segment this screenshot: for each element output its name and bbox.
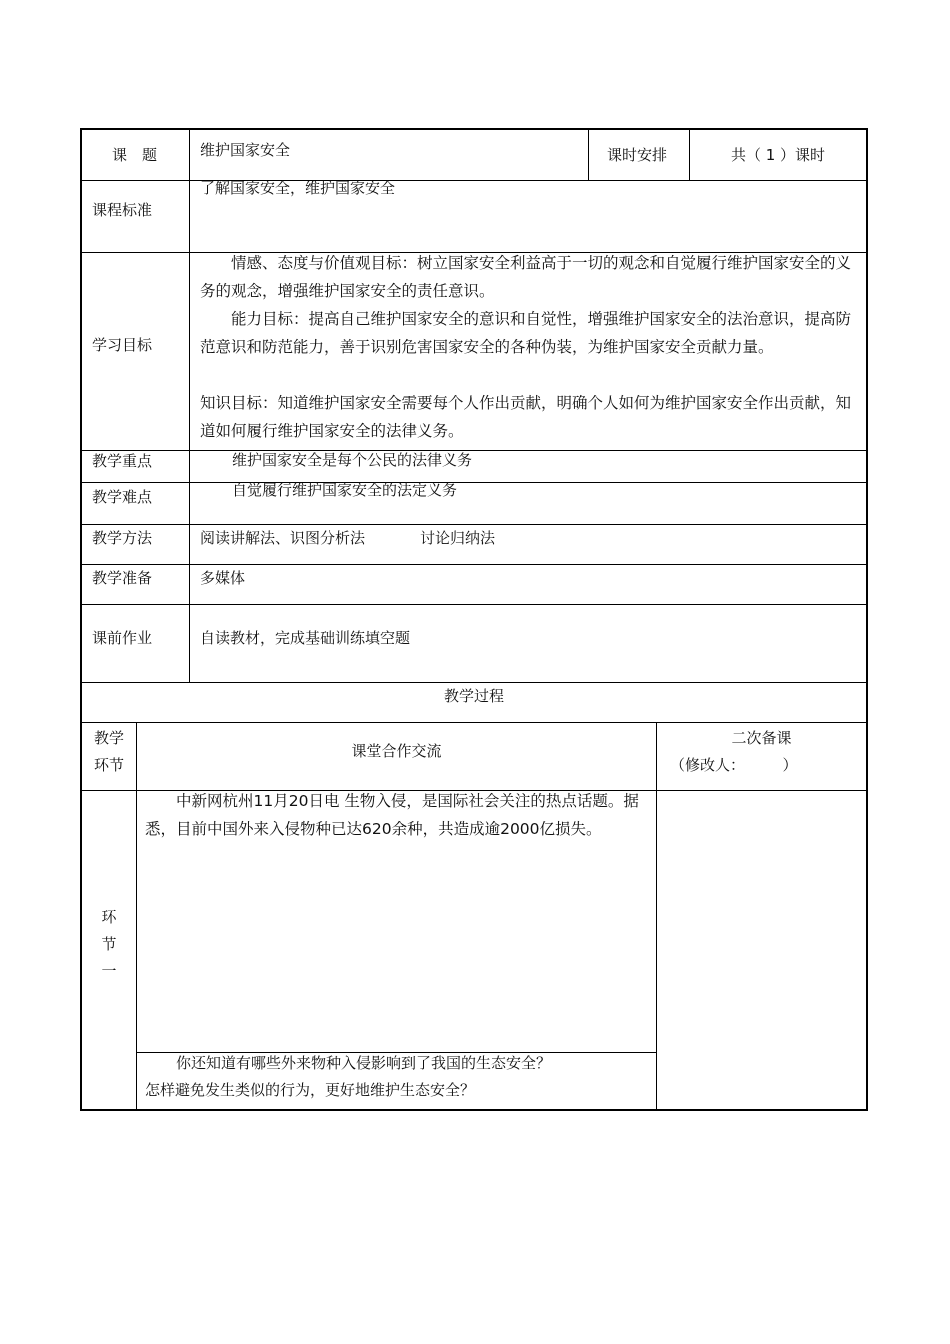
revision-sub-header: （修改人： ） [670, 756, 798, 774]
prep-value: 多媒体 [200, 569, 246, 587]
lesson-plan-table [80, 128, 868, 1111]
stage-header-line-1: 教学 [93, 729, 124, 747]
objectives-label: 学习目标 [92, 336, 153, 354]
discussion-question-1: 你还知道有哪些外来物种入侵影响到了我国的生态安全？ [176, 1054, 552, 1072]
header-column-divider [588, 130, 589, 180]
objective-knowledge: 知识目标：知道维护国家安全需要每个人作出贡献，明确个人如何为维护国家安全作出贡献，知道如何履行维护国家安全的法律义务。 [200, 394, 852, 440]
homework-value: 自读教材，完成基础训练填空题 [200, 629, 411, 647]
schedule-value: 共（ 1 ）课时 [730, 146, 826, 164]
method-value-b: 讨论归纳法 [420, 529, 496, 547]
topic-label: 课 题 [112, 146, 158, 164]
standard-label: 课程标准 [92, 201, 153, 219]
method-value-a: 阅读讲解法、识图分析法 [200, 529, 366, 547]
row-divider [82, 604, 866, 605]
discussion-question-2: 怎样避免发生类似的行为，更好地维护生态安全？ [145, 1081, 476, 1099]
key-point-label: 教学重点 [92, 452, 153, 470]
objective-ability: 能力目标：提高自己维护国家安全的意识和自觉性，增强维护国家安全的法治意识，提高防范意识和防范能力，善于识别危害国家安全的各种伪装，为维护国家安全贡献力量。 [200, 310, 852, 356]
key-point-value: 维护国家安全是每个公民的法律义务 [232, 451, 473, 469]
stage-header-line-2: 环节 [93, 756, 124, 774]
standard-value: 了解国家安全，维护国家安全 [200, 179, 396, 197]
method-label: 教学方法 [92, 529, 153, 547]
objective-emotion: 情感、态度与价值观目标：树立国家安全利益高于一切的观念和自觉履行维护国家安全的义务的观念，增强维护国家安全的责任意识。 [200, 254, 852, 300]
homework-label: 课前作业 [92, 629, 153, 647]
label-column-divider [189, 130, 190, 682]
row-divider [82, 450, 866, 451]
row-divider [82, 482, 866, 483]
revision-column-divider [656, 722, 657, 1111]
row-divider [82, 722, 866, 723]
stage-one-char-2: 节 [101, 935, 117, 953]
activity-header: 课堂合作交流 [351, 742, 442, 760]
difficulty-label: 教学难点 [92, 488, 153, 506]
revision-header: 二次备课 [731, 729, 792, 747]
news-paragraph: 中新网杭州11月20日电 生物入侵，是国际社会关注的热点话题。据悉，目前中国外来入侵物种已达620余种，共造成逾2000亿损失。 [145, 792, 639, 838]
stage-column-divider [136, 722, 137, 1111]
process-title: 教学过程 [443, 687, 504, 705]
stage-one-char-1: 环 [101, 908, 117, 926]
topic-value: 维护国家安全 [200, 141, 291, 159]
difficulty-value: 自觉履行维护国家安全的法定义务 [232, 481, 458, 499]
prep-label: 教学准备 [92, 569, 153, 587]
schedule-label: 课时安排 [607, 146, 668, 164]
stage-one-char-3: 一 [101, 962, 117, 980]
